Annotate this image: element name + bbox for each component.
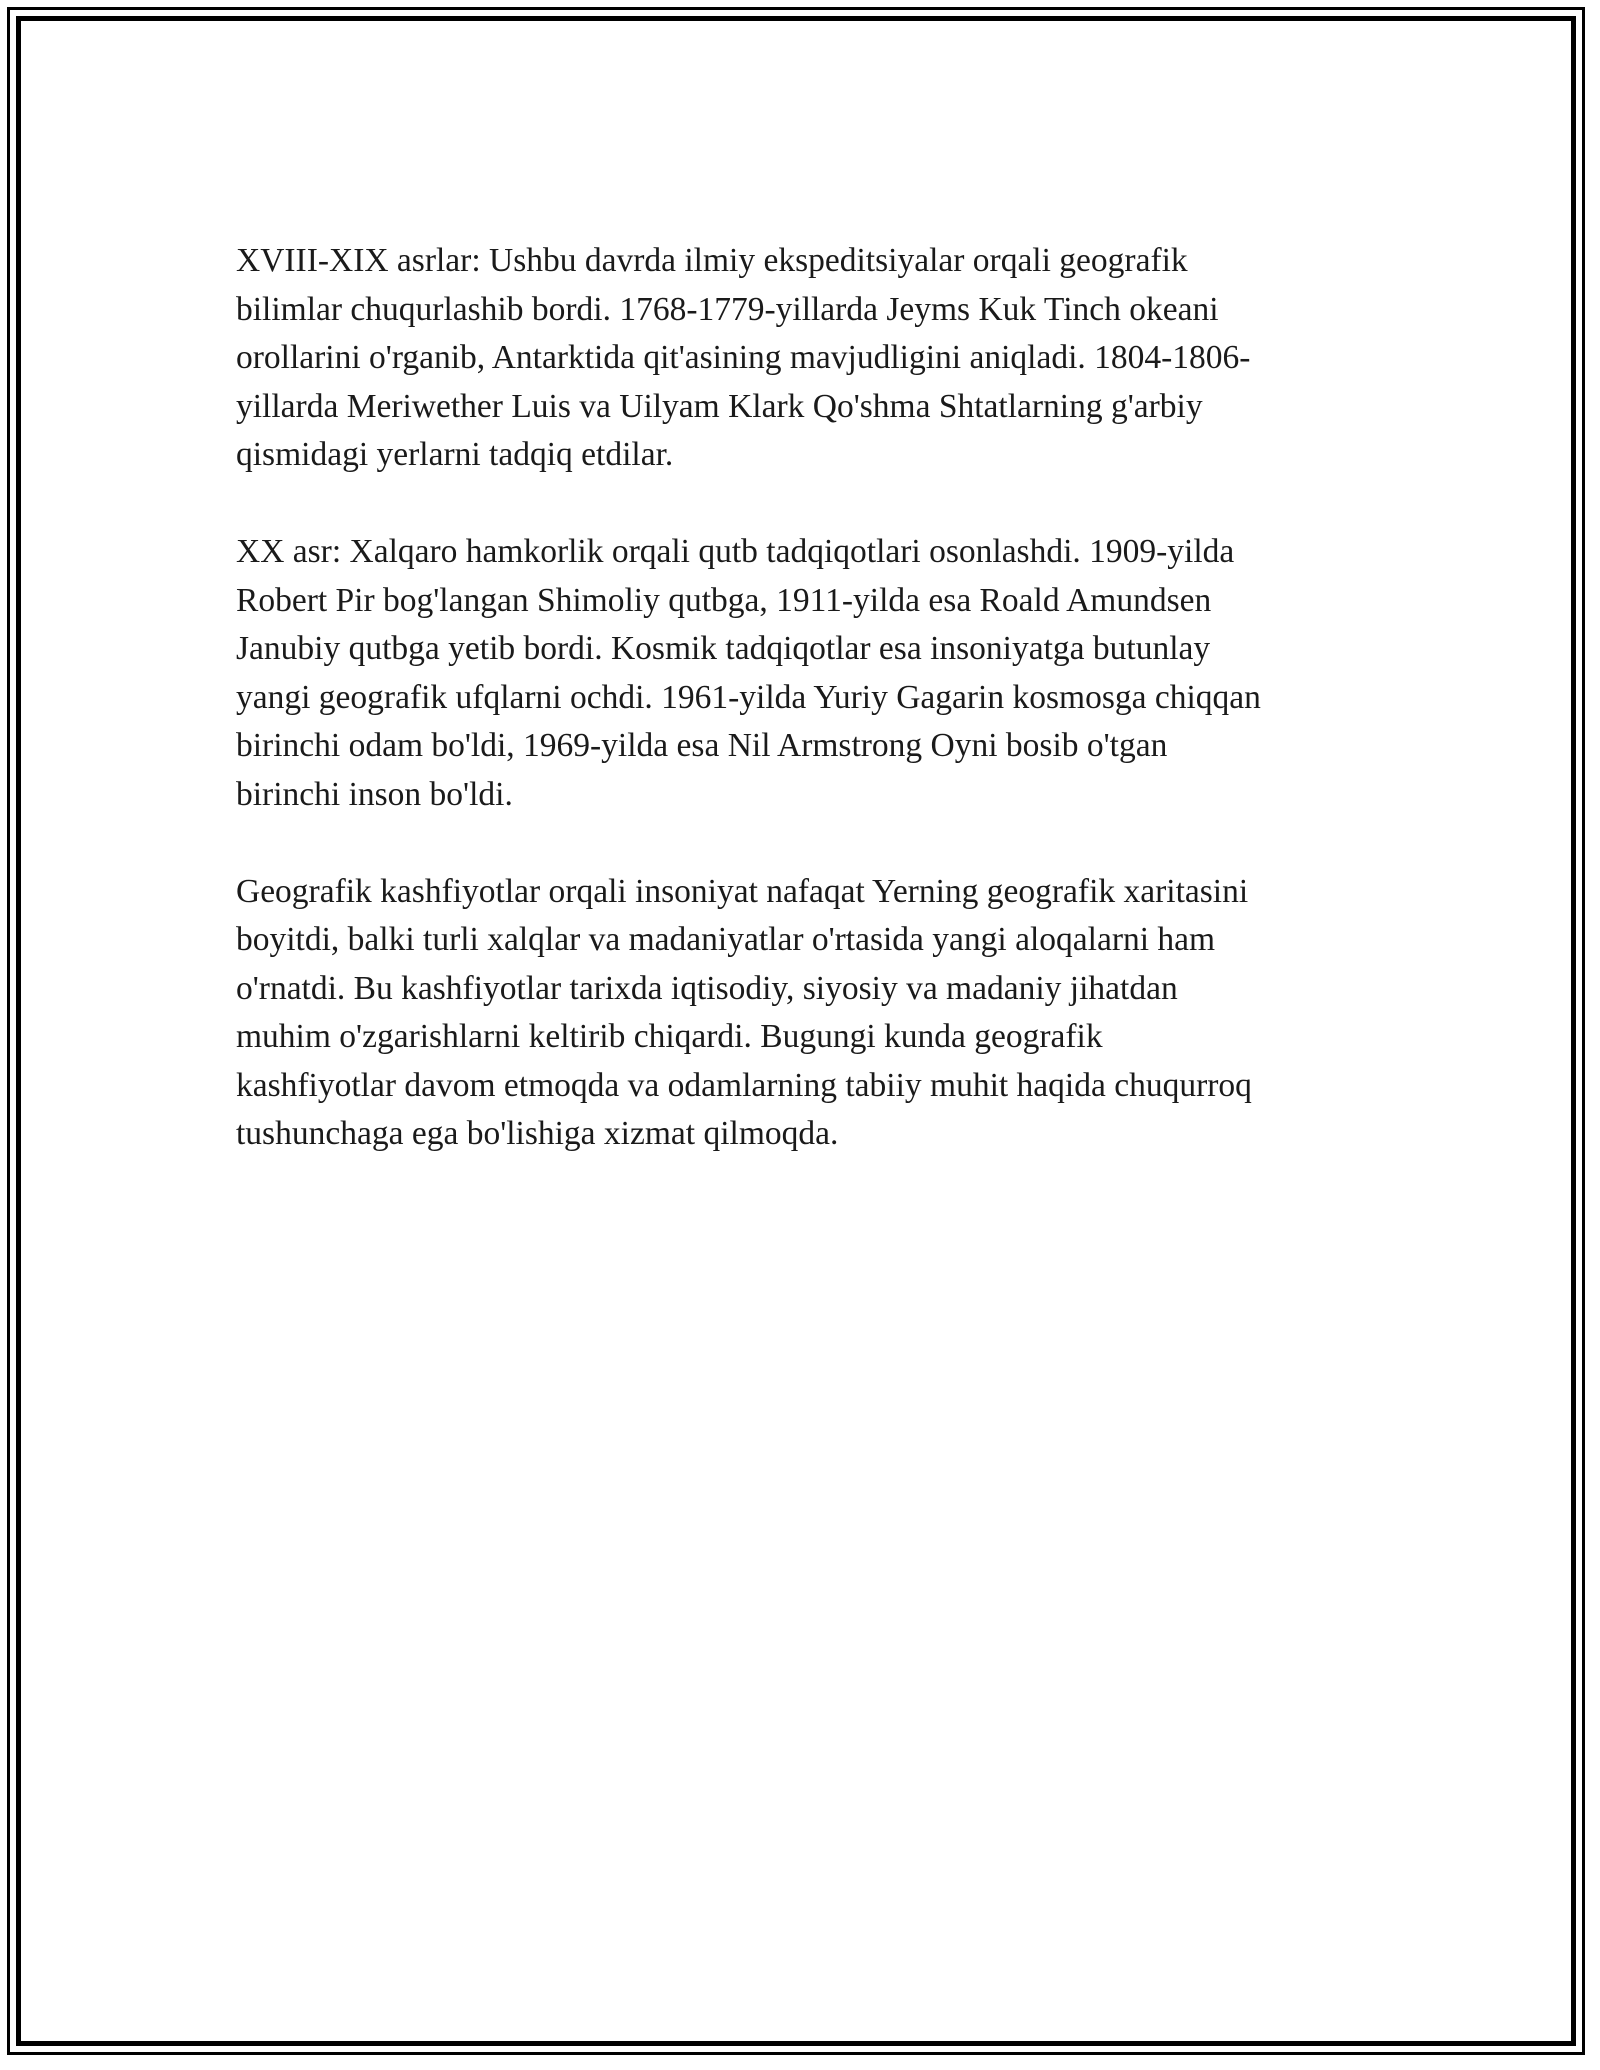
paragraph-conclusion: Geografik kashfiyotlar orqali insoniyat nafaqat Yerning geografik xaritasini boyitdi, balki turli xalqlar va madaniyatlar o'rtasida yangi aloqalarni ham o'rnatdi. Bu kashfiyotlar tarixda iqtisodiy, siyosiy va madaniy jihatdan muhim o'zgarishlarni keltirib chiqardi. Bugungi kunda geografik kashfiyotlar davom etmoqda va odamlarning tabiiy muhit haqida chuqurroq tushunchaga ega bo'lishiga xizmat qilmoqda. xyxy=(236,872,1252,1152)
paragraph-18th-19th-centuries: XVIII-XIX asrlar: Ushbu davrda ilmiy ekspeditsiyalar orqali geografik bilimlar chuqurlashib bordi. 1768-1779-yillarda Jeyms Kuk Tinch okeani orollarini o'rganib, Antarktida qit'asining mavjudligini aniqladi. 1804-1806- yillarda Meriwether Luis va Uilyam Klark Qo'shma Shtatlarning g'arbiy qismidagi yerlarni tadqiq etdilar. xyxy=(236,242,1251,473)
document-body xyxy=(236,237,1366,1207)
paragraph-20th-century: XX asr: Xalqaro hamkorlik orqali qutb tadqiqotlari osonlashdi. 1909-yilda Robert Pir bog'langan Shimoliy qutbga, 1911-yilda esa Roald Amundsen Janubiy qutbga yetib bordi. Kosmik tadqiqotlar esa insoniyatga butunlay yangi geografik ufqlarni ochdi. 1961-yilda Yuriy Gagarin kosmosga chiqqan birinchi odam bo'ldi, 1969-yilda esa Nil Armstrong Oyni bosib o'tgan birinchi inson bo'ldi. xyxy=(236,533,1261,813)
